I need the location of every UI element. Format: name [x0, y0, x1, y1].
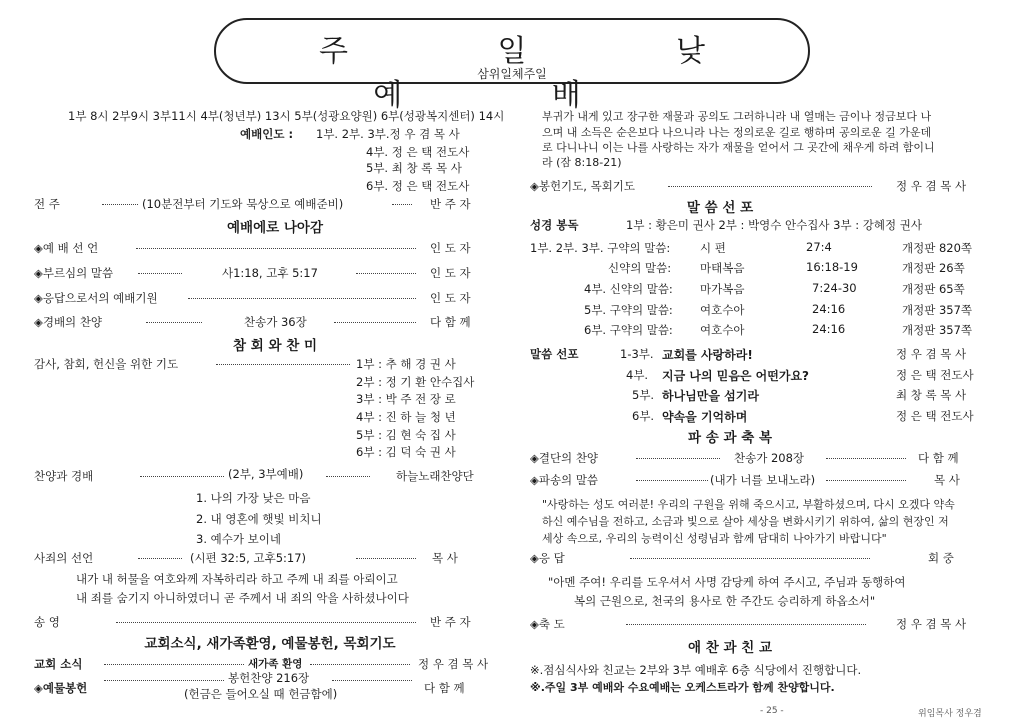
- reading-ref: 16:18-19: [806, 260, 858, 274]
- sending-line-2: 하신 예수님을 전하고, 소금과 빛으로 살아 세상을 변화시키기 위하여, 삶의 현장인 저: [542, 515, 949, 528]
- decision-mid: 찬송가 208장: [734, 451, 805, 465]
- response-label: ◈응 답: [530, 551, 565, 565]
- readers-text: 1부 : 황은미 권사 2부 : 박영수 안수집사 3부 : 강혜정 권사: [626, 218, 922, 232]
- page-subtitle: 삼위일체주일: [477, 67, 547, 81]
- prayer-label: 감사, 참회, 헌신을 위한 기도: [34, 357, 179, 371]
- sending-who: 목 사: [934, 473, 960, 487]
- confession-line-2: 내 죄를 숨기지 아니하였더니 곧 주께서 내 죄의 악을 사하셨나이다: [76, 591, 409, 605]
- section-heading: 애 찬 과 친 교: [687, 640, 772, 656]
- leader-dots: [136, 248, 416, 249]
- reading-page: 개정판 26쪽: [902, 261, 965, 275]
- sermon-who: 정 우 겸 목 사: [896, 347, 967, 361]
- praise-who: 하늘노래찬양단: [396, 469, 474, 483]
- reading-grp: 1부. 2부. 3부. 구약의 말씀:: [530, 241, 671, 255]
- sermon-who: 최 창 록 목 사: [896, 388, 967, 402]
- item-who: 인 도 자: [430, 241, 471, 255]
- blessing-label: ◈축 도: [530, 617, 565, 631]
- readers-label: 성경 봉독: [530, 218, 579, 232]
- leader-dots: [356, 558, 416, 559]
- reading-grp: 6부. 구약의 말씀:: [584, 323, 673, 337]
- sermon-who: 정 은 택 전도사: [896, 368, 974, 382]
- sending-line-1: "사랑하는 성도 여러분! 우리의 구원을 위해 죽으시고, 부활하셨으며, 다시 오겠다 약속: [542, 498, 955, 511]
- item-label: ◈응답으로서의 예배기원: [34, 291, 158, 305]
- doxology-label: 송 영: [34, 615, 60, 629]
- sermon-label: 말씀 선포: [530, 347, 579, 361]
- sermon-title: 약속을 기억하며: [662, 410, 748, 424]
- scripture-line-2: 으며 내 소득은 순은보다 나으니라 나는 정의로운 길로 행하며 공의로운 길 가운데: [542, 126, 932, 139]
- reading-book: 여호수아: [700, 323, 745, 337]
- leader-dots: [310, 664, 410, 665]
- item-label: ◈부르심의 말씀: [34, 266, 114, 280]
- leader-dots: [216, 364, 350, 365]
- sending-label: ◈파송의 말씀: [530, 473, 599, 487]
- prayer-2: 2부 : 정 기 환 안수집사: [356, 375, 475, 389]
- reading-book: 여호수아: [700, 303, 745, 317]
- sermon-title: 하나님만을 섬기라: [662, 389, 759, 403]
- leader-dots: [104, 680, 224, 681]
- leader-dots: [104, 664, 244, 665]
- response-line-1: "아멘 주여! 우리를 도우셔서 사명 감당케 하여 주시고, 주님과 동행하여: [548, 575, 906, 589]
- leader-dots: [102, 204, 138, 205]
- service-schedule: 1부 8시 2부9시 3부11시 4부(청년부) 13시 5부(성광요양원) 6부(성광복지센터) 14시: [68, 109, 505, 123]
- reading-ref: 7:24-30: [812, 281, 857, 295]
- item-mid: 찬송가 36장: [244, 315, 307, 329]
- reading-grp: 4부. 신약의 말씀:: [584, 282, 673, 296]
- item-who: 인 도 자: [430, 291, 471, 305]
- prelude-text: (10분전부터 기도와 묵상으로 예배준비): [142, 197, 344, 211]
- reading-grp: 5부. 구약의 말씀:: [584, 303, 673, 317]
- sermon-who: 정 은 택 전도사: [896, 409, 974, 423]
- sermon-grp: 6부.: [632, 409, 655, 423]
- sending-line-3: 세상 속으로, 우리의 능력이신 성령님과 함께 담대히 나아가기 바랍니다": [542, 532, 887, 545]
- doxology-who: 반 주 자: [430, 615, 471, 629]
- leader-dots: [138, 273, 182, 274]
- decision-who: 다 함 께: [918, 451, 959, 465]
- leader-dots: [326, 476, 370, 477]
- prayer-6: 6부 : 김 덕 숙 권 사: [356, 445, 456, 459]
- sending-mid: (내가 너를 보내노라): [710, 473, 816, 487]
- section-heading: 말 씀 선 포: [686, 200, 754, 216]
- offering-label: ◈예물봉헌: [34, 681, 88, 695]
- section-heading: 파 송 과 축 복: [687, 430, 772, 446]
- leader-dots: [332, 680, 412, 681]
- response-line-2: 복의 근원으로, 천국의 용사로 한 주간도 승리하게 하옵소서": [574, 594, 876, 608]
- sermon-grp: 5부.: [632, 388, 655, 402]
- leader-4: 6부. 정 은 택 전도사: [366, 179, 470, 193]
- reading-page: 개정판 65쪽: [902, 282, 965, 296]
- sermon-title: 교회를 사랑하라!: [662, 348, 753, 362]
- reading-ref: 24:16: [812, 302, 846, 316]
- leader-2: 4부. 정 은 택 전도사: [366, 145, 470, 159]
- title-box: [214, 18, 810, 113]
- page-number: - 25 -: [760, 706, 784, 716]
- reading-page: 개정판 357쪽: [902, 323, 973, 337]
- sermon-grp: 4부.: [626, 368, 649, 382]
- reading-page: 개정판 820쪽: [902, 241, 973, 255]
- confession-mid: (시편 32:5, 고후5:17): [190, 551, 307, 565]
- reading-grp: 신약의 말씀:: [608, 261, 672, 275]
- leader-dots: [626, 624, 866, 625]
- leader-dots: [636, 480, 708, 481]
- scripture-line-3: 로 다니나니 이는 나를 사랑하는 자가 재물을 얻어서 그 곳간에 채우게 하려 함이니: [542, 141, 935, 154]
- offering-mid: 봉헌찬양 216장: [228, 671, 310, 685]
- news-mid: 새가족 환영: [248, 658, 303, 670]
- leader-dots: [826, 458, 906, 459]
- leader-dots: [392, 204, 412, 205]
- note-1: ※.점심식사와 친교는 2부와 3부 예배후 6층 식당에서 진행합니다.: [530, 663, 862, 677]
- item-who: 다 함 께: [430, 315, 471, 329]
- prelude-who: 반 주 자: [430, 197, 471, 211]
- scripture-line-1: 부귀가 내게 있고 장구한 재물과 공의도 그러하니라 내 열매는 금이나 정금보다 나: [542, 110, 932, 123]
- prayer-1: 1부 : 추 해 경 권 사: [356, 357, 456, 371]
- confession-who: 목 사: [432, 551, 458, 565]
- pastoral-who: 정 우 겸 목 사: [896, 179, 967, 193]
- reading-ref: 27:4: [806, 240, 832, 254]
- section-heading: 예배에로 나아감: [227, 220, 323, 236]
- page-title: 주 일 낮 예 배: [318, 34, 775, 113]
- leader-dots: [138, 558, 182, 559]
- offering-who: 다 함 께: [424, 681, 465, 695]
- leader-dots: [334, 322, 416, 323]
- song-3: 3. 예수가 보이네: [196, 532, 281, 546]
- leader-dots: [188, 298, 416, 299]
- song-1: 1. 나의 가장 낮은 마음: [196, 491, 311, 505]
- leader-dots: [140, 476, 224, 477]
- reading-ref: 24:16: [812, 322, 846, 336]
- item-label: ◈예 배 선 언: [34, 241, 99, 255]
- song-2: 2. 내 영혼에 햇빛 비치니: [196, 512, 322, 526]
- reading-page: 개정판 357쪽: [902, 303, 973, 317]
- leader-dots: [116, 622, 416, 623]
- leader-dots: [826, 480, 906, 481]
- offering-note: (헌금은 들어오실 때 헌금함에): [184, 687, 338, 701]
- leader-dots: [636, 458, 720, 459]
- item-label: ◈경배의 찬양: [34, 315, 103, 329]
- item-mid: 사1:18, 고후 5:17: [222, 266, 318, 280]
- reading-book: 마가복음: [700, 282, 745, 296]
- pastoral-label: ◈봉헌기도, 목회기도: [530, 179, 636, 193]
- decision-label: ◈결단의 찬양: [530, 451, 599, 465]
- blessing-who: 정 우 겸 목 사: [896, 617, 967, 631]
- item-who: 인 도 자: [430, 266, 471, 280]
- section-heading: 교회소식, 새가족환영, 예물봉헌, 목회기도: [144, 636, 396, 652]
- scripture-line-4: 라 (잠 8:18-21): [542, 156, 622, 169]
- response-who: 회 중: [928, 551, 954, 565]
- leader-dots: [630, 558, 870, 559]
- reading-book: 시 편: [700, 241, 726, 255]
- leader-dots: [356, 273, 416, 274]
- prayer-3: 3부 : 박 주 전 장 로: [356, 392, 456, 406]
- prayer-4: 4부 : 진 하 늘 청 년: [356, 410, 456, 424]
- prayer-5: 5부 : 김 현 숙 집 사: [356, 428, 456, 442]
- news-label: 교회 소식: [34, 657, 83, 671]
- praise-mid: (2부, 3부예배): [228, 467, 304, 481]
- news-who: 정 우 겸 목 사: [418, 657, 489, 671]
- leader-3: 5부. 최 창 록 목 사: [366, 161, 462, 175]
- section-heading: 참 회 와 찬 미: [232, 338, 317, 354]
- note-2: ※.주일 3부 예배와 수요예배는 오케스트라가 함께 찬양합니다.: [530, 681, 835, 694]
- footer-pastor: 위임목사 정우겸: [918, 709, 982, 719]
- leader-dots: [146, 322, 202, 323]
- reading-book: 마태복음: [700, 261, 745, 275]
- confession-label: 사죄의 선언: [34, 551, 94, 565]
- sermon-title: 지금 나의 믿음은 어떤가요?: [662, 369, 810, 383]
- confession-line-1: 내가 내 허물을 여호와께 자복하리라 하고 주께 내 죄를 아뢰이고: [76, 572, 398, 586]
- leaders-label: 예배인도 :: [240, 127, 294, 141]
- praise-label: 찬양과 경배: [34, 469, 94, 483]
- leader-dots: [668, 186, 872, 187]
- leader-1: 1부. 2부. 3부.정 우 겸 목 사: [316, 127, 460, 141]
- sermon-grp: 1-3부.: [620, 347, 654, 361]
- prelude-label: 전 주: [34, 197, 60, 211]
